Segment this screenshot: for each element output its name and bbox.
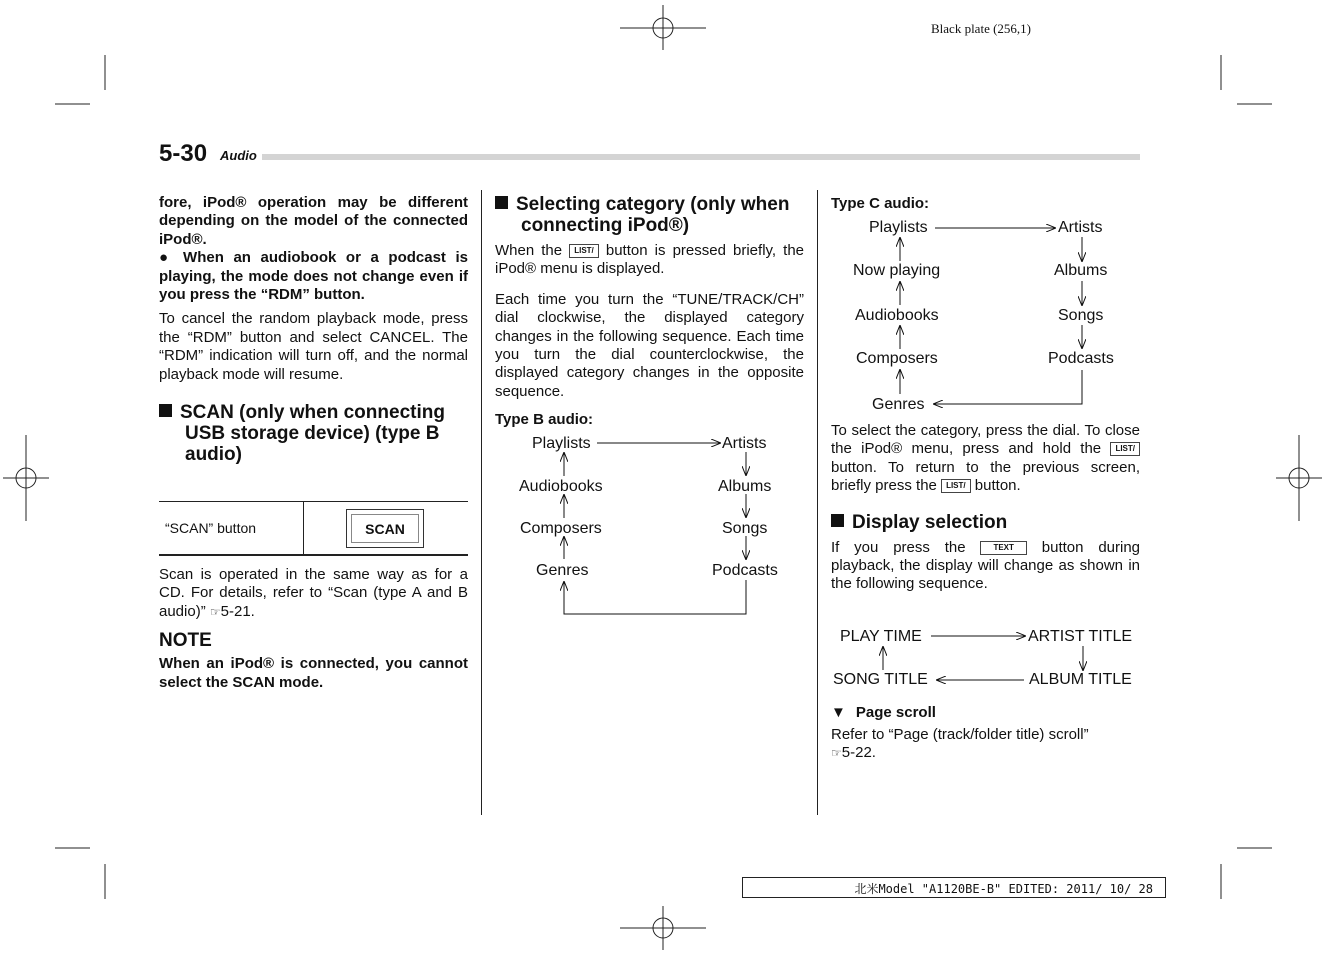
diagram-label: Songs xyxy=(1058,307,1104,324)
column-divider xyxy=(817,190,818,815)
scan-heading: SCAN (only when connecting USB storage device) (type B audio) xyxy=(159,402,468,465)
list-button-icon: LIST/ xyxy=(1110,442,1140,456)
type-c-title: Type C audio: xyxy=(831,195,930,212)
diagram-label: Playlists xyxy=(869,219,928,236)
diagram-label: Genres xyxy=(536,562,589,579)
column-divider xyxy=(481,190,482,815)
diagram-label: ALBUM TITLE xyxy=(1029,671,1132,688)
table-top-rule xyxy=(159,501,468,502)
plate-label: Black plate (256,1) xyxy=(931,21,1031,36)
diagram-label: Podcasts xyxy=(1048,350,1114,367)
diagram-label: PLAY TIME xyxy=(840,628,922,645)
diagram-label: Albums xyxy=(1054,262,1108,279)
diagram-label: Artists xyxy=(722,435,767,452)
scan-button-illustration xyxy=(346,509,424,548)
diagram-label: Composers xyxy=(520,520,602,537)
column-1-lower xyxy=(159,566,468,692)
diagram-label: Now playing xyxy=(853,262,941,279)
square-icon xyxy=(495,196,508,209)
page-number: 5-30 xyxy=(159,140,208,167)
note-text: When an iPod® is connected, you cannot select the SCAN mode. xyxy=(159,655,468,691)
scan-button-label: SCAN xyxy=(365,521,405,537)
continued-paragraph: fore, iPod® operation may be different depending on the model of the connected iPod®. xyxy=(159,194,468,248)
reference-icon: ☞ xyxy=(209,604,221,619)
diagram-label: Podcasts xyxy=(712,562,778,579)
category-heading: Selecting category (only when connecting iPod®) xyxy=(495,194,804,236)
diagram-label: Audiobooks xyxy=(855,307,939,324)
diagram-label: Audiobooks xyxy=(519,478,603,495)
diagram-label: Songs xyxy=(722,520,768,537)
footer-text: 北米Model "A1120BE-B" EDITED: 2011/ 10/ 28 xyxy=(854,882,1153,896)
column-2 xyxy=(495,194,804,428)
square-icon xyxy=(159,404,172,417)
bullet-item xyxy=(159,249,468,304)
bullet-text: When an audiobook or a podcast is playing, the mode does not change even if you press the “RDM” button. xyxy=(159,249,468,304)
type-b-title: Type B audio: xyxy=(495,411,594,429)
triangle-down-icon: ▼ xyxy=(831,704,846,721)
paragraph: Refer to “Page (track/folder title) scroll” ☞5-22. xyxy=(831,726,1089,762)
paragraph: To select the category, press the dial. To close the iPod® menu, press and hold the LIST/ button. To return to the previous screen, briefly press the LIST/ button. xyxy=(831,422,1140,495)
text-button-icon: TEXT xyxy=(980,541,1026,555)
list-button-icon: LIST/ xyxy=(941,479,971,493)
diagram-label: Artists xyxy=(1058,219,1103,236)
square-icon xyxy=(831,514,844,527)
paragraph: When the LIST/ button is pressed briefly, the iPod® menu is displayed. xyxy=(495,242,805,278)
reference-icon: ☞ xyxy=(831,746,842,761)
diagram-label: Albums xyxy=(718,478,772,495)
diagram-label: Genres xyxy=(872,396,925,413)
table-divider xyxy=(303,501,304,555)
column-1 xyxy=(159,194,468,465)
display-heading: Display selection xyxy=(831,512,1140,533)
diagram-label: Composers xyxy=(856,350,938,367)
paragraph: If you press the TEXT button during playback, the display will change as shown in the following sequence. xyxy=(831,538,1141,593)
page-scroll-section xyxy=(831,704,1140,763)
reference-page[interactable]: 5-21. xyxy=(220,602,255,620)
diagram-label: Playlists xyxy=(532,435,591,452)
note-title: NOTE xyxy=(159,630,212,652)
table-bottom-rule xyxy=(159,554,468,556)
diagram-label: SONG TITLE xyxy=(833,671,928,688)
page-scroll-title: ▼ Page scroll xyxy=(831,704,936,721)
section-title: Audio xyxy=(220,148,257,163)
paragraph: To cancel the random playback mode, press the “RDM” button and select CANCEL. The “RDM” indication will turn off, and the normal playback mode will resume. xyxy=(159,310,468,383)
bullet-icon: ● xyxy=(159,249,184,267)
header-rule xyxy=(262,154,1140,160)
paragraph: Scan is operated in the same way as for a CD. For details, refer to “Scan (type A and B audio)” ☞5-21. xyxy=(159,566,468,620)
column-3 xyxy=(831,422,1140,594)
scan-table-label: “SCAN” button xyxy=(165,520,257,536)
list-button-icon: LIST/ xyxy=(569,244,599,258)
paragraph: Each time you turn the “TUNE/TRACK/CH” dial clockwise, the displayed category changes in the following sequence. Each time you turn the dial counterclockwise, the displayed category changes in the opposite sequence. xyxy=(495,290,804,400)
diagram-label: ARTIST TITLE xyxy=(1028,628,1133,645)
footer-box xyxy=(742,877,1166,898)
reference-page[interactable]: 5-22. xyxy=(841,744,876,762)
